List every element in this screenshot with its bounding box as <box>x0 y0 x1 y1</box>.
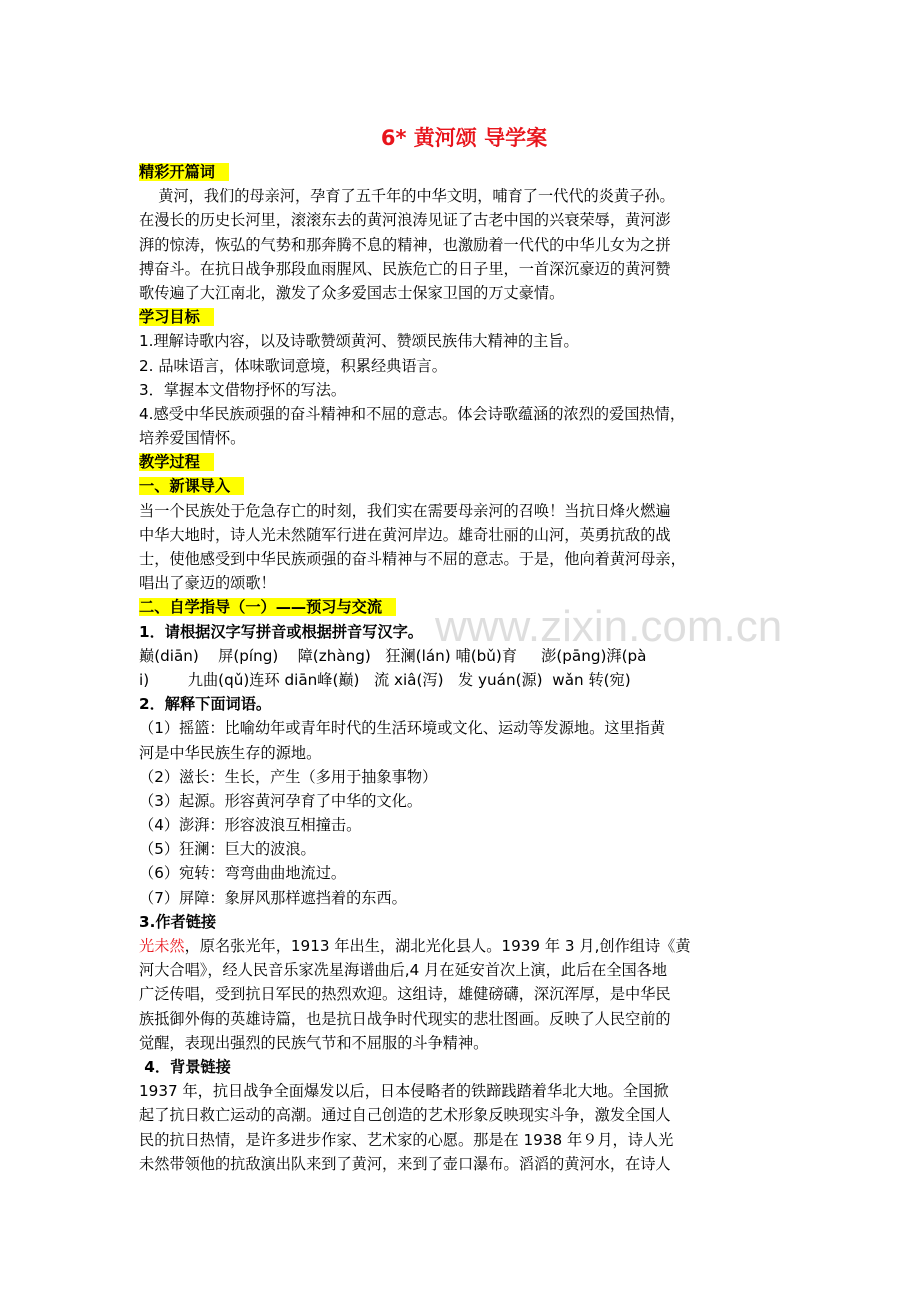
definition-line: 河是中华民族生存的源地。 <box>139 743 322 762</box>
text-line: 唱出了豪迈的颂歌！ <box>139 574 276 593</box>
text-line: 黄河，我们的母亲河，孕育了五千年的中华文明，哺育了一代代的炎黄子孙。 <box>139 187 675 206</box>
text-line: 在漫长的历史长河里，滚滚东去的黄河浪涛见证了古老中国的兴衰荣辱，黄河澎 <box>139 211 671 230</box>
self-study-heading-row <box>139 595 789 619</box>
author-paragraph <box>139 934 789 1055</box>
text-line: 1937 年，抗日战争全面爆发以后，日本侵略者的铁蹄践踏着华北大地。全国掀 <box>139 1082 669 1101</box>
page-title: 6* 黄河颂 导学案 <box>380 126 548 150</box>
definition-line: （3）起源。形容黄河孕育了中华的文化。 <box>139 791 423 810</box>
question-1: 1．请根据汉字写拼音或根据拼音写汉字。 <box>139 622 423 641</box>
text-line: 当一个民族处于危急存亡的时刻，我们实在需要母亲河的召唤！当抗日烽火燃遍 <box>139 501 671 520</box>
author-name: 光未然 <box>139 937 185 955</box>
text-line: 中华大地时，诗人光未然随军行进在黄河岸边。雄奇壮丽的山河，英勇抗敌的战 <box>139 525 671 544</box>
background-paragraph <box>139 1079 789 1176</box>
list-item: 4.感受中华民族顽强的奋斗精神和不屈的意志。体会诗歌蕴涵的浓烈的爱国热情， <box>139 404 686 423</box>
text-line: 民的抗日热情，是许多进步作家、艺术家的心愿。那是在 1938 年９月，诗人光 <box>139 1130 674 1149</box>
intro-lesson-heading-row <box>139 474 789 498</box>
text-line: 起了抗日救亡运动的高潮。通过自己创造的艺术形象反映现实斗争，激发全国人 <box>139 1106 671 1125</box>
question-4: 4．背景链接 <box>139 1057 231 1076</box>
text-line: 歌传遍了大江南北，激发了众多爱国志士保家卫国的万丈豪情。 <box>139 283 565 302</box>
definition-line: （4）澎湃：形容波浪互相撞击。 <box>139 816 362 835</box>
definition-line: （7）屏障：象屏风那样遮挡着的东西。 <box>139 888 407 907</box>
intro-lesson-paragraph <box>139 499 789 596</box>
intro-paragraph <box>139 184 789 305</box>
definitions-list <box>139 716 789 910</box>
definition-line: （6）宛转：弯弯曲曲地流过。 <box>139 864 347 883</box>
list-item: 3．掌握本文借物抒怀的写法。 <box>139 380 347 399</box>
self-study-heading: 二、自学指导（一）——预习与交流 <box>139 598 396 616</box>
text-line <box>139 934 789 958</box>
text-line: 族抵御外侮的英雄诗篇，也是抗日战争时代现实的悲壮图画。反映了人民空前的 <box>139 1009 671 1028</box>
text-line: 未然带领他的抗敌演出队来到了黄河，来到了壶口瀑布。滔滔的黄河水，在诗人 <box>139 1154 671 1173</box>
goals-list <box>139 329 789 450</box>
goals-heading-row <box>139 305 789 329</box>
intro-lesson-heading: 一、新课导入 <box>139 477 244 495</box>
text-line: 搏奋斗。在抗日战争那段血雨腥风、民族危亡的日子里，一首深沉豪迈的黄河赞 <box>139 259 671 278</box>
list-item: 2. 品味语言，体味歌词意境，积累经典语言。 <box>139 356 447 375</box>
definition-line: （1）摇篮：比喻幼年或青年时代的生活环境或文化、运动等发源地。这里指黄 <box>139 719 666 738</box>
process-heading: 教学过程 <box>139 453 214 471</box>
question-2: 2．解释下面词语。 <box>139 695 272 714</box>
text-line: 河大合唱》，经人民音乐家冼星海谱曲后,4 月在延安首次上演，此后在全国各地 <box>139 961 668 980</box>
text-line: 觉醒，表现出强烈的民族气节和不屈服的斗争精神。 <box>139 1033 489 1052</box>
process-heading-row <box>139 450 789 474</box>
definition-line: （5）狂澜：巨大的波浪。 <box>139 840 316 859</box>
pinyin-line: i) 九曲(qǔ)连环 diān峰(巅) 流 xiâ(泻) 发 yuán(源) wǎn 转(宛) <box>139 670 631 689</box>
text-line: 士，使他感受到中华民族顽强的奋斗精神与不屈的意志。于是，他向着黄河母亲， <box>139 550 686 568</box>
text-line: 广泛传唱，受到抗日军民的热烈欢迎。这组诗，雄健磅礴，深沉浑厚，是中华民 <box>139 985 671 1004</box>
watermark: www.zixin.com.cn <box>435 602 783 651</box>
pinyin-line: 巅(diān) 屏(píng) 障(zhàng) 狂澜(lán) 哺(bǔ)育 澎(pāng)湃(pà <box>139 646 647 665</box>
author-text: ，原名张光年，1913 年出生，湖北光化县人。1939 年 3 月,创作组诗《黄 <box>184 937 691 955</box>
question-3: 3.作者链接 <box>139 912 217 931</box>
intro-heading: 精彩开篇词 <box>139 163 229 181</box>
list-item: 1.理解诗歌内容，以及诗歌赞颂黄河、赞颂民族伟大精神的主旨。 <box>139 332 579 351</box>
list-item: 培养爱国情怀。 <box>139 429 246 448</box>
definition-line: （2）滋长：生长，产生（多用于抽象事物） <box>139 767 438 786</box>
goals-heading: 学习目标 <box>139 308 214 326</box>
intro-heading-row <box>139 160 789 184</box>
text-line: 湃的惊涛，恢弘的气势和那奔腾不息的精神，也激励着一代代的中华儿女为之拼 <box>139 235 671 254</box>
document-body <box>139 118 789 1176</box>
